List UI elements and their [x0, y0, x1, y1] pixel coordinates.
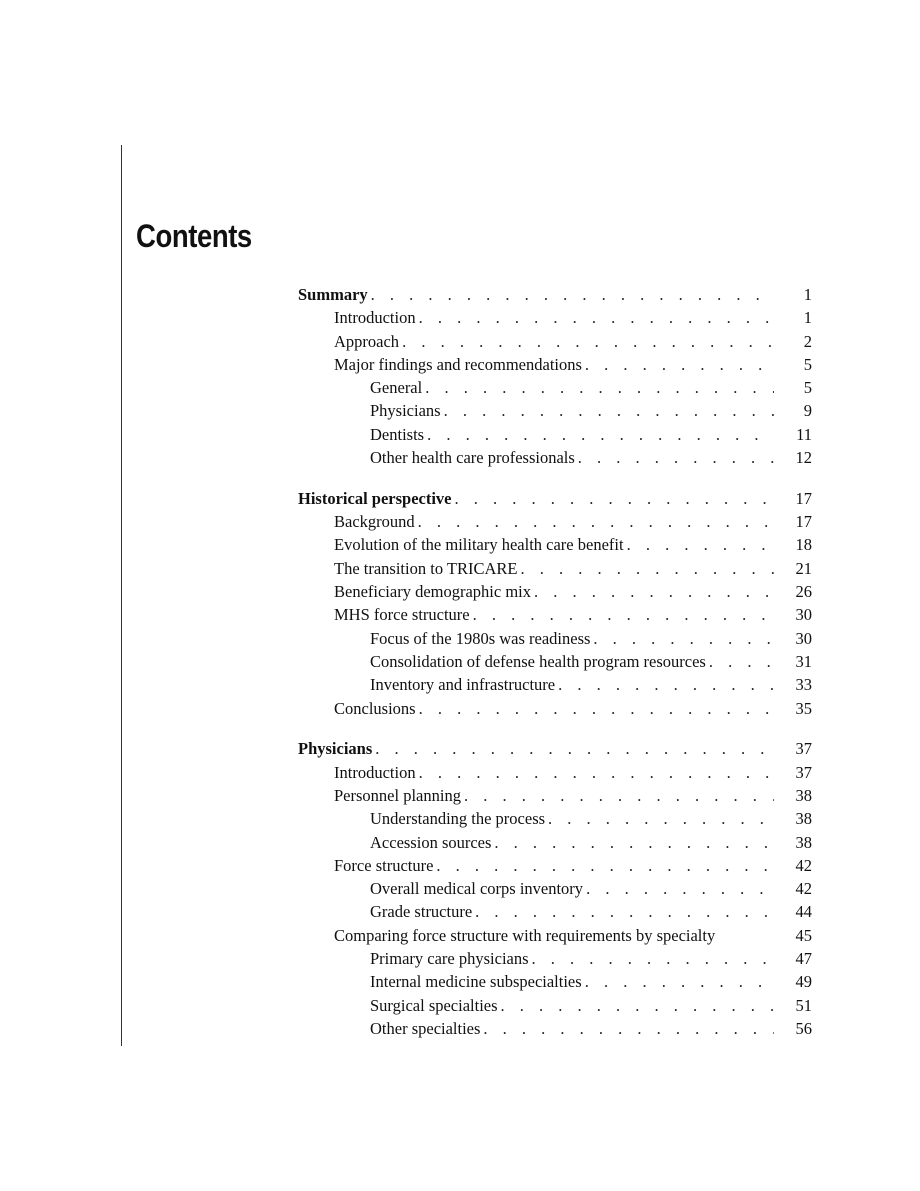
dot-leader [427, 423, 774, 446]
toc-entry-page-number: 12 [795, 448, 812, 468]
toc-entry-page-number: 37 [795, 762, 812, 782]
toc-entry[interactable] [298, 533, 812, 556]
toc-section [298, 737, 812, 1040]
toc-entry[interactable] [298, 330, 812, 353]
toc-entry[interactable] [298, 283, 812, 306]
dot-leader [627, 533, 774, 556]
toc-entry[interactable] [298, 650, 812, 673]
toc-entry-page-number: 44 [795, 902, 812, 922]
toc-entry-label: Approach [334, 331, 400, 351]
dot-leader [444, 399, 774, 422]
dot-leader [534, 580, 774, 603]
toc-entry-page-number: 9 [803, 401, 812, 421]
dot-leader [371, 283, 774, 306]
toc-entry[interactable] [298, 947, 812, 970]
dot-leader [473, 603, 774, 626]
toc-entry-page-number: 45 [795, 925, 812, 945]
toc-section [298, 487, 812, 720]
toc-entry-page-number: 5 [803, 354, 812, 374]
dot-leader [593, 627, 774, 650]
toc-entry[interactable] [298, 487, 812, 510]
toc-entry-label: Force structure [334, 855, 434, 875]
margin-rule [121, 145, 122, 1046]
toc-entry[interactable] [298, 627, 812, 650]
dot-leader [532, 947, 774, 970]
toc-entry[interactable] [298, 737, 812, 760]
toc-entry-label: Grade structure [370, 902, 473, 922]
dot-leader [520, 557, 774, 580]
toc-entry-page-number: 31 [795, 651, 812, 671]
toc-entry-label: Primary care physicians [370, 949, 529, 969]
toc-entry-page-number: 30 [795, 628, 812, 648]
toc-entry-label: Introduction [334, 762, 416, 782]
toc-entry-page-number: 1 [803, 308, 812, 328]
toc-entry-label: Internal medicine subspecialties [370, 972, 582, 992]
dot-leader [464, 784, 774, 807]
table-of-contents [298, 283, 812, 1058]
toc-entry[interactable] [298, 510, 812, 533]
dot-leader [475, 900, 774, 923]
toc-entry[interactable] [298, 603, 812, 626]
dot-leader [418, 510, 774, 533]
toc-entry-label: Conclusions [334, 698, 416, 718]
toc-entry-page-number: 42 [795, 879, 812, 899]
toc-entry[interactable] [298, 970, 812, 993]
toc-entry[interactable] [298, 557, 812, 580]
toc-entry[interactable] [298, 399, 812, 422]
toc-entry[interactable] [298, 784, 812, 807]
toc-entry-page-number: 35 [795, 698, 812, 718]
toc-entry-label: Major findings and recommendations [334, 354, 582, 374]
toc-entry-page-number: 2 [803, 331, 812, 351]
dot-leader [501, 994, 774, 1017]
toc-entry[interactable] [298, 697, 812, 720]
dot-leader [455, 487, 775, 510]
toc-entry[interactable] [298, 994, 812, 1017]
toc-entry-label: Overall medical corps inventory [370, 879, 584, 899]
toc-entry-page-number: 38 [795, 809, 812, 829]
toc-entry[interactable] [298, 306, 812, 329]
toc-entry-page-number: 37 [795, 739, 812, 759]
toc-entry-page-number: 1 [803, 285, 812, 304]
toc-section [298, 283, 812, 469]
dot-leader [419, 306, 774, 329]
page-title: Contents [136, 218, 252, 254]
toc-entry[interactable] [298, 580, 812, 603]
dot-leader [578, 446, 774, 469]
toc-entry[interactable] [298, 900, 812, 923]
toc-entry-label: Introduction [334, 308, 416, 328]
toc-entry-label: Evolution of the military health care benefit [334, 535, 624, 555]
toc-entry-page-number: 38 [795, 785, 812, 805]
toc-entry-label: Surgical specialties [370, 995, 498, 1015]
toc-entry[interactable] [298, 446, 812, 469]
toc-entry-label: General [370, 378, 423, 398]
toc-entry-page-number: 17 [795, 488, 812, 508]
toc-entry[interactable] [298, 423, 812, 446]
toc-entry-label: Other health care professionals [370, 448, 575, 468]
toc-entry-label: Dentists [370, 424, 425, 444]
toc-entry-page-number: 47 [795, 949, 812, 969]
toc-entry[interactable] [298, 673, 812, 696]
toc-entry-label: Beneficiary demographic mix [334, 582, 532, 602]
toc-entry[interactable] [298, 854, 812, 877]
toc-entry-page-number: 56 [795, 1018, 812, 1038]
toc-entry[interactable] [298, 353, 812, 376]
toc-entry-label: The transition to TRICARE [334, 558, 518, 578]
toc-entry-label: MHS force structure [334, 605, 470, 625]
toc-entry-label: Summary [298, 285, 368, 304]
dot-leader [585, 353, 774, 376]
toc-entry-label: Understanding the process [370, 809, 546, 829]
toc-entry-page-number: 26 [795, 582, 812, 602]
toc-entry[interactable] [298, 877, 812, 900]
dot-leader [425, 376, 774, 399]
dot-leader [709, 650, 774, 673]
dot-leader [558, 673, 774, 696]
toc-entry-page-number: 11 [796, 424, 812, 444]
toc-entry-label: Physicians [298, 739, 373, 759]
toc-entry-page-number: 17 [795, 512, 812, 532]
toc-entry-label: Personnel planning [334, 785, 461, 805]
toc-entry-label: Inventory and infrastructure [370, 675, 556, 695]
dot-leader [419, 697, 774, 720]
dot-leader [548, 807, 774, 830]
toc-entry-page-number: 42 [795, 855, 812, 875]
toc-entry[interactable] [298, 761, 812, 784]
dot-leader [494, 831, 774, 854]
toc-entry-page-number: 18 [795, 535, 812, 555]
toc-entry-label: Comparing force structure with requirements by specialty [334, 925, 716, 945]
dot-leader [402, 330, 774, 353]
toc-entry-label: Accession sources [370, 832, 492, 852]
toc-entry-page-number: 30 [795, 605, 812, 625]
dot-leader [436, 854, 774, 877]
toc-entry[interactable] [298, 1017, 812, 1040]
toc-entry-page-number: 33 [795, 675, 812, 695]
toc-entry-label: Focus of the 1980s was readiness [370, 628, 591, 648]
toc-entry[interactable] [298, 376, 812, 399]
toc-entry-label: Historical perspective [298, 488, 452, 508]
toc-entry[interactable] [298, 924, 812, 947]
toc-entry[interactable] [298, 831, 812, 854]
toc-entry-label: Consolidation of defense health program resources [370, 651, 706, 671]
dot-leader [483, 1017, 774, 1040]
toc-entry-page-number: 5 [803, 378, 812, 398]
dot-leader [375, 737, 774, 760]
toc-entry-page-number: 51 [795, 995, 812, 1015]
toc-entry-page-number: 21 [795, 558, 812, 578]
toc-entry-label: Physicians [370, 401, 441, 421]
dot-leader [586, 877, 774, 900]
toc-entry-page-number: 38 [795, 832, 812, 852]
toc-entry[interactable] [298, 807, 812, 830]
toc-entry-label: Other specialties [370, 1018, 481, 1038]
toc-entry-page-number: 49 [795, 972, 812, 992]
toc-entry-label: Background [334, 512, 415, 532]
dot-leader [585, 970, 774, 993]
dot-leader [419, 761, 774, 784]
